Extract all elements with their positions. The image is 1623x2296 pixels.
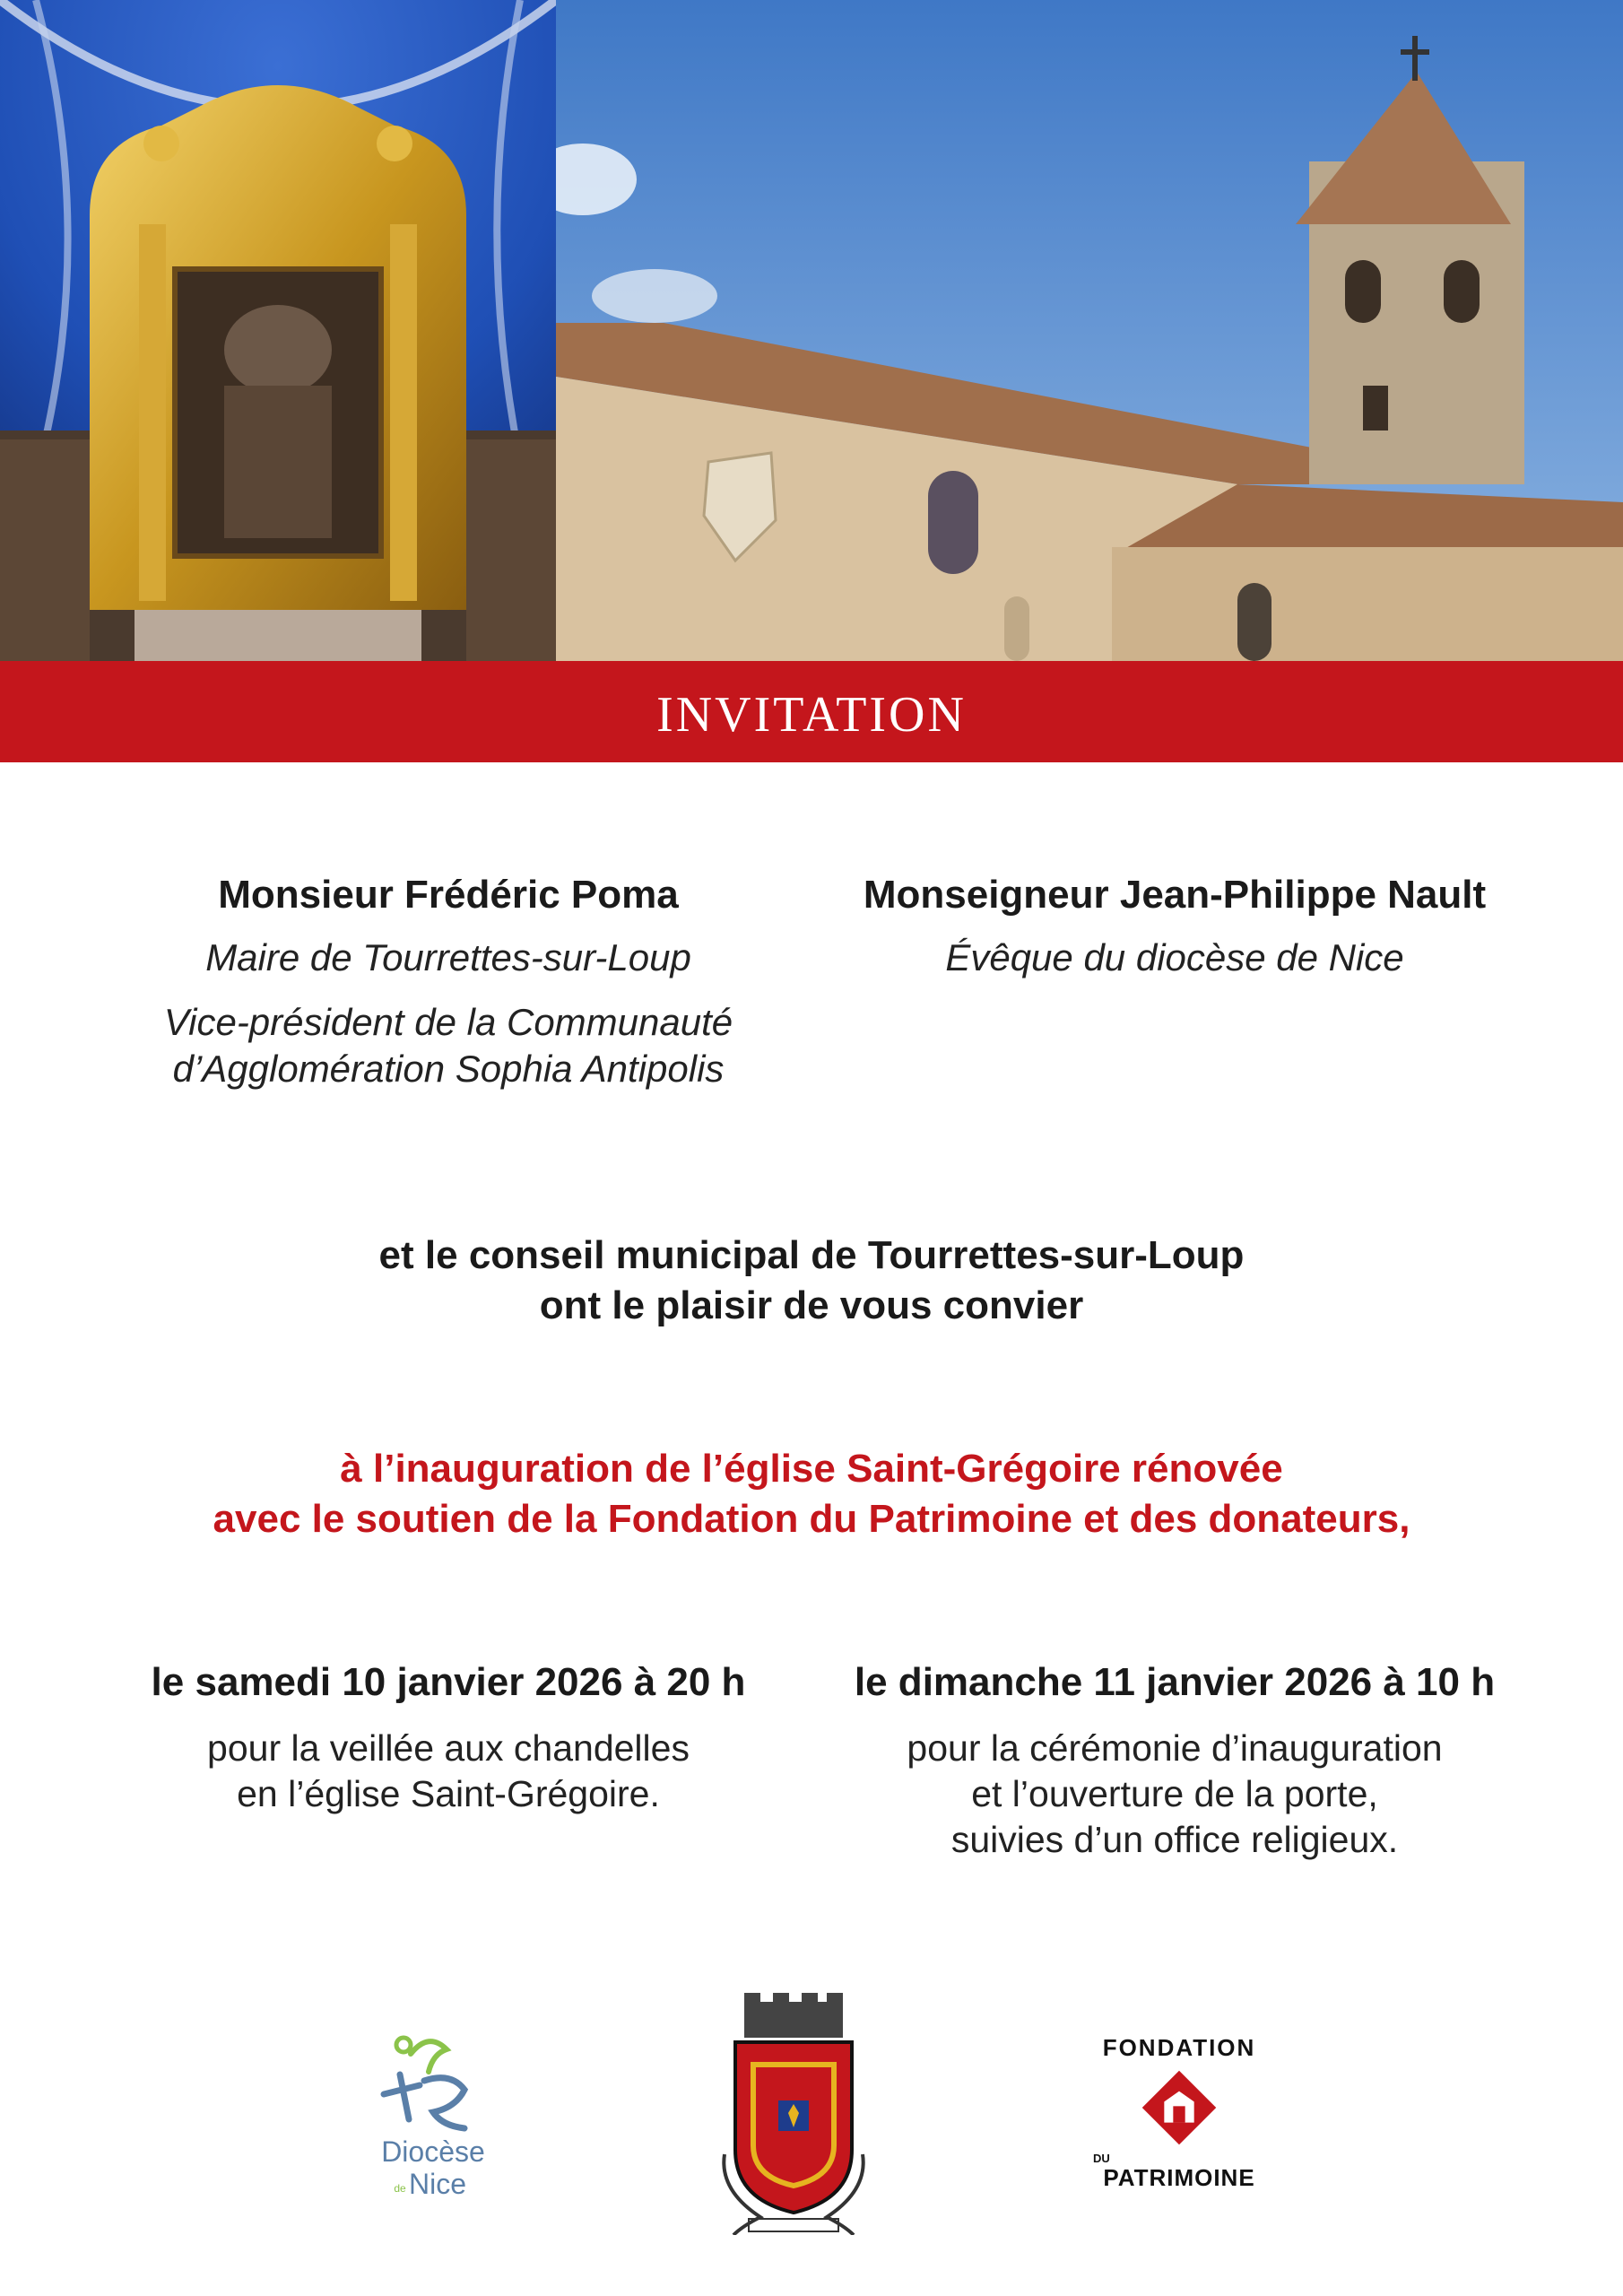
host-mayor-role: Maire de Tourrettes-sur-Loup [205, 936, 691, 978]
council-line-1: et le conseil municipal de Tourrettes-sur-Loup [378, 1233, 1245, 1277]
event-sunday-desc-1: pour la cérémonie d’inauguration [907, 1727, 1443, 1769]
event-sunday-desc-2: et l’ouverture de la porte, [971, 1773, 1378, 1814]
event-sunday [807, 1656, 1542, 1863]
host-bishop [825, 868, 1524, 999]
diocese-logo-word-1: Diocèse [381, 2135, 485, 2168]
council-line-2: ont le plaisir de vous convier [539, 1283, 1084, 1327]
inauguration-line-2: avec le soutien de la Fondation du Patrimoine et des donateurs, [213, 1497, 1410, 1541]
fondation-logo-bottom: PATRIMOINE [1103, 2164, 1255, 2191]
host-mayor-name: Monsieur Frédéric Poma [218, 873, 679, 917]
invitation-banner [0, 661, 1623, 762]
church-photo [556, 0, 1623, 661]
diocese-logo-word-2: Nice [408, 2168, 467, 2200]
altar-photo [0, 0, 556, 661]
fondation-logo-top: FONDATION [1102, 2034, 1256, 2061]
event-saturday-date: le samedi 10 janvier 2026 à 20 h [151, 1660, 746, 1704]
fondation-patrimoine-logo [1072, 2034, 1287, 2213]
diocese-nice-logo [348, 2018, 518, 2206]
fondation-logo-du: DU [1093, 2152, 1110, 2165]
inauguration-line-1: à l’inauguration de l’église Saint-Grégoire rénovée [340, 1447, 1283, 1491]
host-bishop-name: Monseigneur Jean-Philippe Nault [863, 873, 1487, 917]
event-sunday-date: le dimanche 11 janvier 2026 à 10 h [854, 1660, 1496, 1704]
event-saturday-desc-1: pour la veillée aux chandelles [207, 1727, 690, 1769]
host-mayor-role-2 [117, 999, 780, 1092]
diocese-logo-word-de: de [394, 2182, 406, 2195]
inauguration-text [0, 1444, 1623, 1544]
event-sunday-desc-3: suivies d’un office religieux. [950, 1819, 1399, 1860]
coat-of-arms-logo [717, 1993, 870, 2235]
host-mayor-role-2-line1: Vice-président de la Communauté [163, 1001, 733, 1043]
event-saturday-desc-2: en l’église Saint-Grégoire. [237, 1773, 660, 1814]
fondation-diamond-icon [1134, 2063, 1224, 2152]
host-mayor-role-2-line2: d’Agglomération Sophia Antipolis [172, 1048, 725, 1090]
banner-title: INVITATION [656, 686, 967, 743]
host-bishop-role: Évêque du diocèse de Nice [945, 936, 1404, 978]
event-saturday [108, 1656, 789, 1817]
council-invitation [0, 1231, 1623, 1331]
host-mayor [117, 868, 780, 1110]
